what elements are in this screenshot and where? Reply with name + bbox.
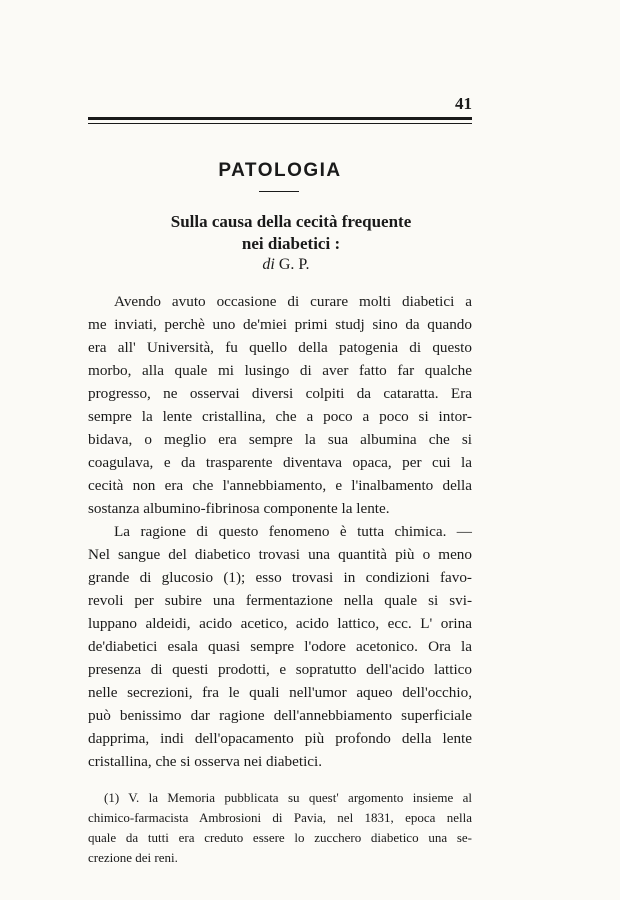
footnote-line: chimico-farmacista Ambrosioni di Pavia, nel 1831, epoca nella bbox=[88, 810, 472, 825]
body-line: cecità non era che l'annebbiamento, e l'inalbamento della bbox=[88, 477, 472, 494]
body-line: nelle secrezioni, fra le quali nell'umor aqueo dell'occhio, bbox=[88, 684, 472, 701]
body-line: sempre la lente cristallina, che a poco a poco si intor- bbox=[88, 408, 472, 425]
body-line: progresso, ne osservai diversi colpiti da cataratta. Era bbox=[88, 385, 472, 402]
byline-author: G. P. bbox=[278, 256, 310, 273]
header-rule-thick bbox=[88, 117, 472, 120]
page-number: 41 bbox=[455, 94, 472, 113]
body-line: può benissimo dar ragione dell'annebbiamento superficiale bbox=[88, 707, 472, 724]
footnote-line: quale da tutti era creduto essere lo zucchero diabetico una se- bbox=[88, 830, 472, 845]
body-line: dapprima, indi dell'opacamento più profondo della lente bbox=[88, 730, 472, 747]
section-title-rule bbox=[259, 191, 299, 192]
header-rule-thin bbox=[88, 123, 472, 124]
body-line: morbo, alla quale mi lusingo di aver fatto far qualche bbox=[88, 362, 472, 379]
article-byline bbox=[88, 256, 472, 274]
body-line: presenza di questi prodotti, e sopratutto dell'acido lattico bbox=[88, 661, 472, 678]
section-title: PATOLOGIA bbox=[218, 160, 342, 181]
body-line: era all' Università, fu quello della patogenia di questo bbox=[88, 339, 472, 356]
body-line: grande di glucosio (1); esso trovasi in condizioni favo- bbox=[88, 569, 472, 586]
article-title-line-1: Sulla causa della cecità frequente bbox=[170, 212, 412, 231]
footnote-line: (1) V. la Memoria pubblicata su quest' argomento insieme al bbox=[104, 790, 472, 805]
body-line: coagulava, e da trasparente diventava opaca, per cui la bbox=[88, 454, 472, 471]
body-line: luppano aldeidi, acido acetico, acido lattico, ecc. L' orina bbox=[88, 615, 472, 632]
body-line: revoli per subire una fermentazione nella quale si svi- bbox=[88, 592, 472, 609]
body-line: Avendo avuto occasione di curare molti diabetici a bbox=[114, 293, 472, 310]
body-line: me inviati, perchè uno de'miei primi studj sino da quando bbox=[88, 316, 472, 333]
byline-prefix: di bbox=[262, 256, 275, 273]
body-line: bidava, o meglio era sempre la sua albumina che si bbox=[88, 431, 472, 448]
body-line: de'diabetici esala quasi sempre l'odore acetonico. Ora la bbox=[88, 638, 472, 655]
body-line: cristallina, che si osserva nei diabetici. bbox=[88, 753, 323, 770]
body-line: Nel sangue del diabetico trovasi una quantità più o meno bbox=[88, 546, 472, 563]
body-line: La ragione di questo fenomeno è tutta chimica. — bbox=[114, 523, 472, 540]
footnote-line: crezione dei reni. bbox=[88, 850, 178, 865]
body-line: sostanza albumino-fibrinosa componente la lente. bbox=[88, 500, 390, 517]
article-title-line-2: nei diabetici : bbox=[241, 234, 341, 253]
